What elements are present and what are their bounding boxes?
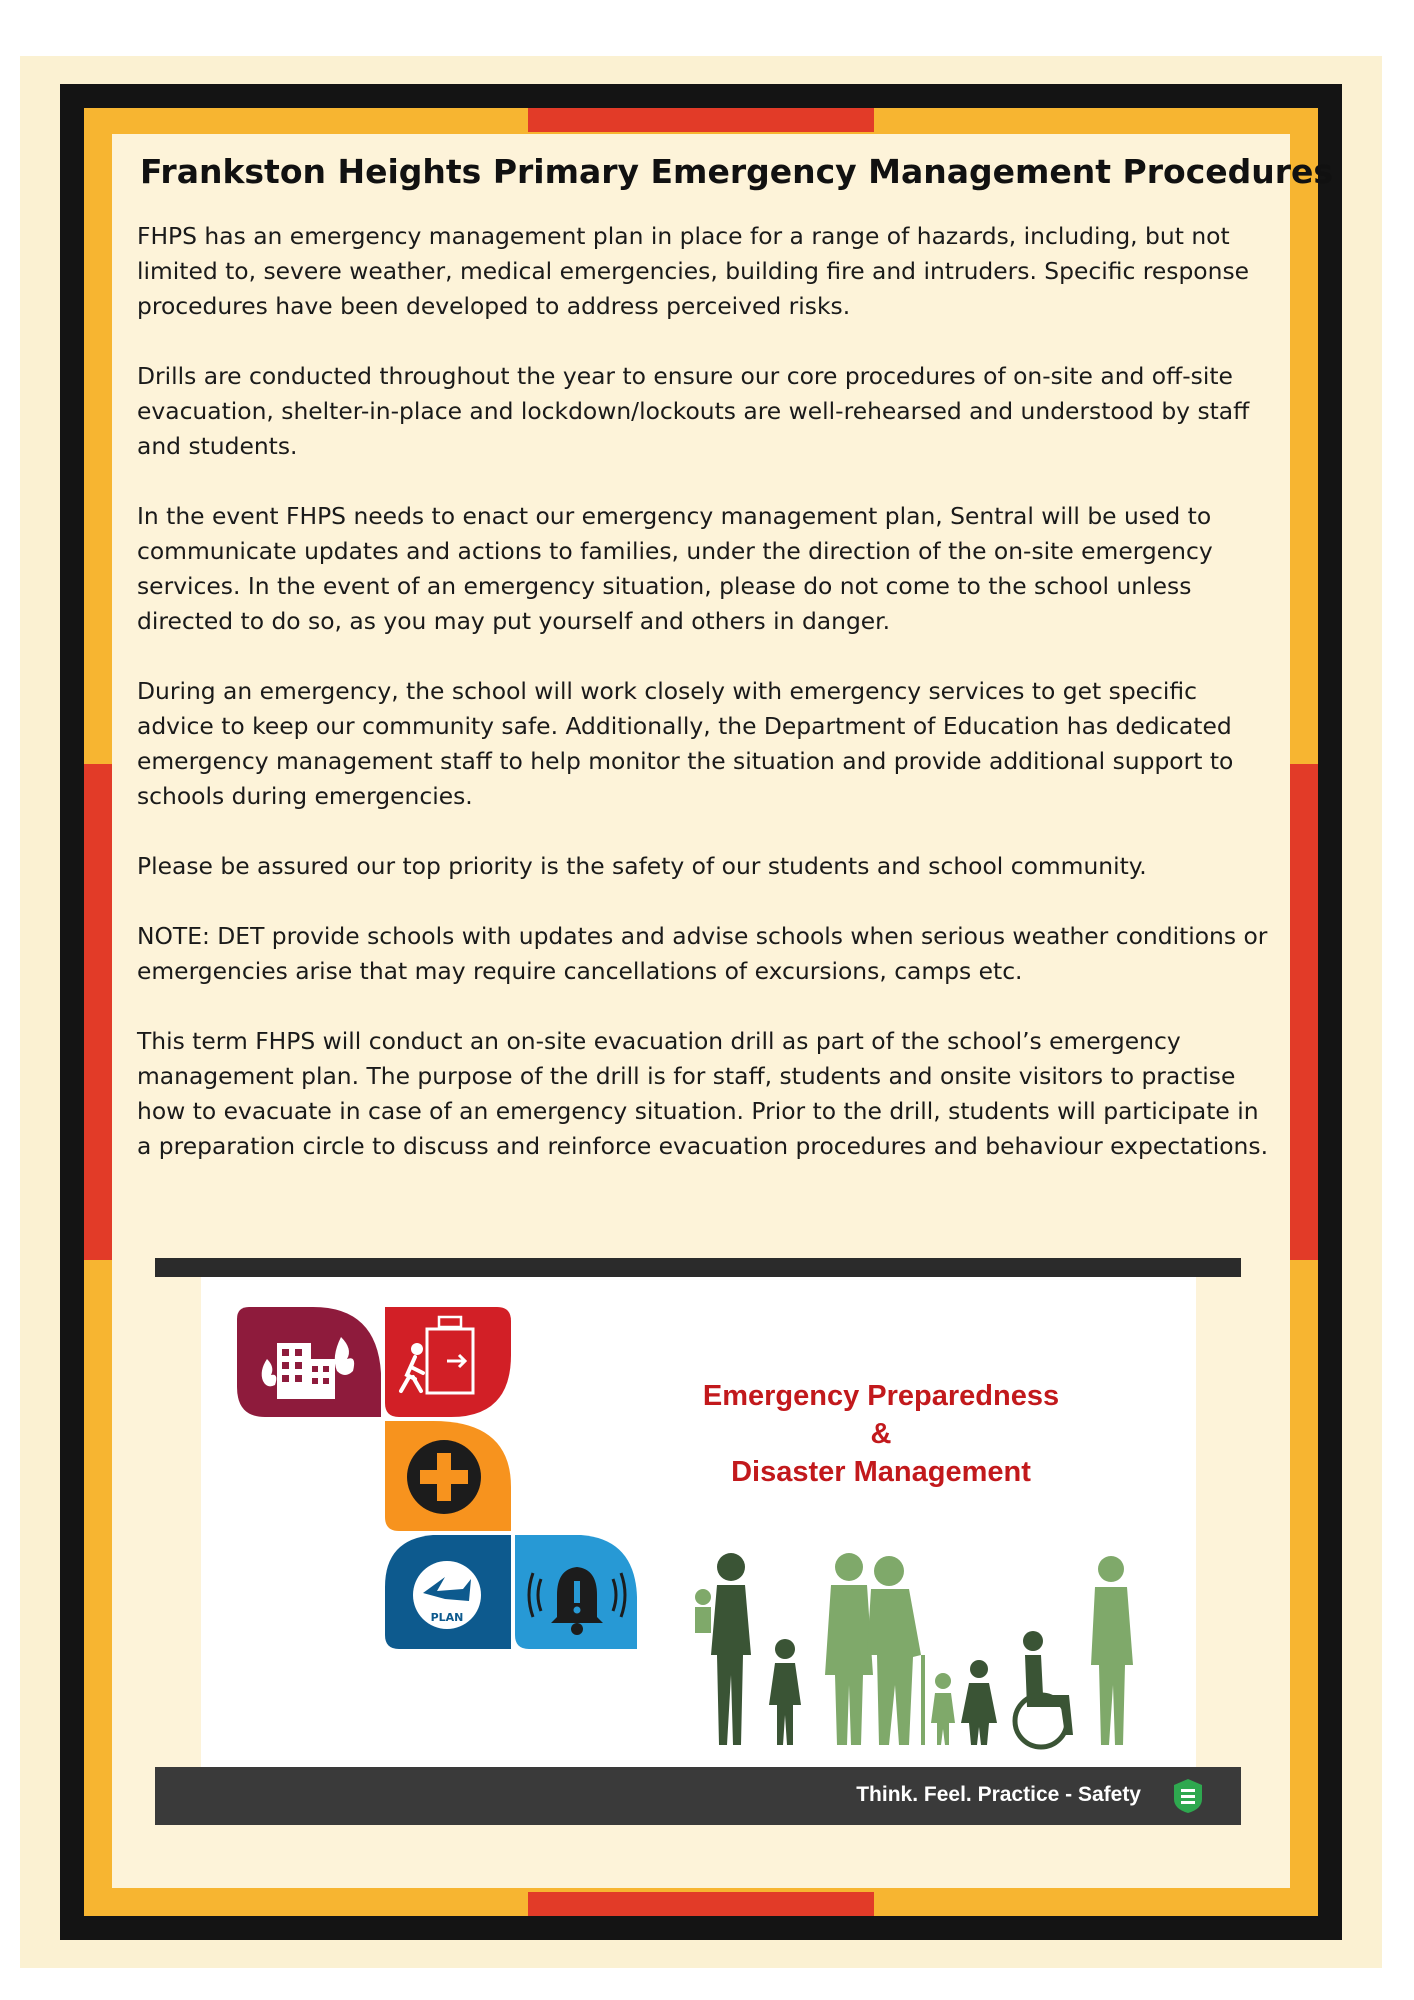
body-text	[137, 219, 1277, 1199]
alarm-bell-icon	[515, 1535, 637, 1649]
people-silhouettes-icon	[681, 1545, 1151, 1767]
plan-label: PLAN	[430, 1611, 464, 1624]
paragraph-hazards: FHPS has an emergency management plan in place for a range of hazards, including, but not limited to, severe weather, medical emergencies, building fire and intruders. Specific response procedures have been developed to address perceived risks.	[137, 222, 1250, 320]
infographic-canvas	[201, 1277, 1196, 1767]
bottom-red-accent	[528, 1892, 874, 1916]
title-line-1: Emergency Preparedness	[702, 1380, 1060, 1412]
emergency-infographic	[155, 1258, 1241, 1825]
building-fire-icon	[237, 1307, 381, 1417]
page-title: Frankston Heights Primary Emergency Management Procedures	[140, 152, 1334, 191]
title-line-3: Disaster Management	[731, 1456, 1031, 1488]
paragraph-priority: Please be assured our top priority is the safety of our students and school community.	[137, 852, 1147, 880]
paragraph-det-note: NOTE: DET provide schools with updates and advise schools when serious weather conditions or emergencies arise that may require cancellations of excursions, camps etc.	[137, 922, 1268, 985]
paragraph-drills: Drills are conducted throughout the year to ensure our core procedures of on-site and off-site evacuation, shelter-in-place and lockdown/lockouts are well-rehearsed and understood by staff and students.	[137, 362, 1250, 460]
emergency-exit-icon	[385, 1307, 511, 1417]
title-line-2: &	[870, 1418, 892, 1450]
paragraph-evacuation-drill: This term FHPS will conduct an on-site evacuation drill as part of the school’s emergency management plan. The purpose of the drill is for staff, students and onsite visitors to practise how to evacuate in case of an emergency situation. Prior to the drill, students will participate in a preparation circle to discuss and reinforce evacuation procedures and behaviour expectations.	[137, 1027, 1269, 1160]
first-aid-cross-icon	[385, 1421, 511, 1531]
paragraph-emergency-services: During an emergency, the school will work closely with emergency services to get specific advice to keep our community safe. Additionally, the Department of Education has dedicated emergency management staff to help monitor the situation and provide additional support to schools during emergencies.	[137, 677, 1234, 810]
safety-tagline: Think. Feel. Practice - Safety	[856, 1783, 1141, 1806]
infographic-top-bar	[155, 1258, 1241, 1277]
top-red-accent	[528, 108, 874, 132]
infographic-title	[671, 1377, 1091, 1491]
safety-logo-icon	[1171, 1777, 1205, 1815]
infographic-bottom-bar	[155, 1767, 1241, 1825]
paragraph-sentral: In the event FHPS needs to enact our emergency management plan, Sentral will be used to communicate updates and actions to families, under the direction of the on-site emergency services. In the event of an emergency situation, please do not come to the school unless directed to do so, as you may put yourself and others in danger.	[137, 502, 1213, 635]
plan-icon	[385, 1535, 511, 1649]
